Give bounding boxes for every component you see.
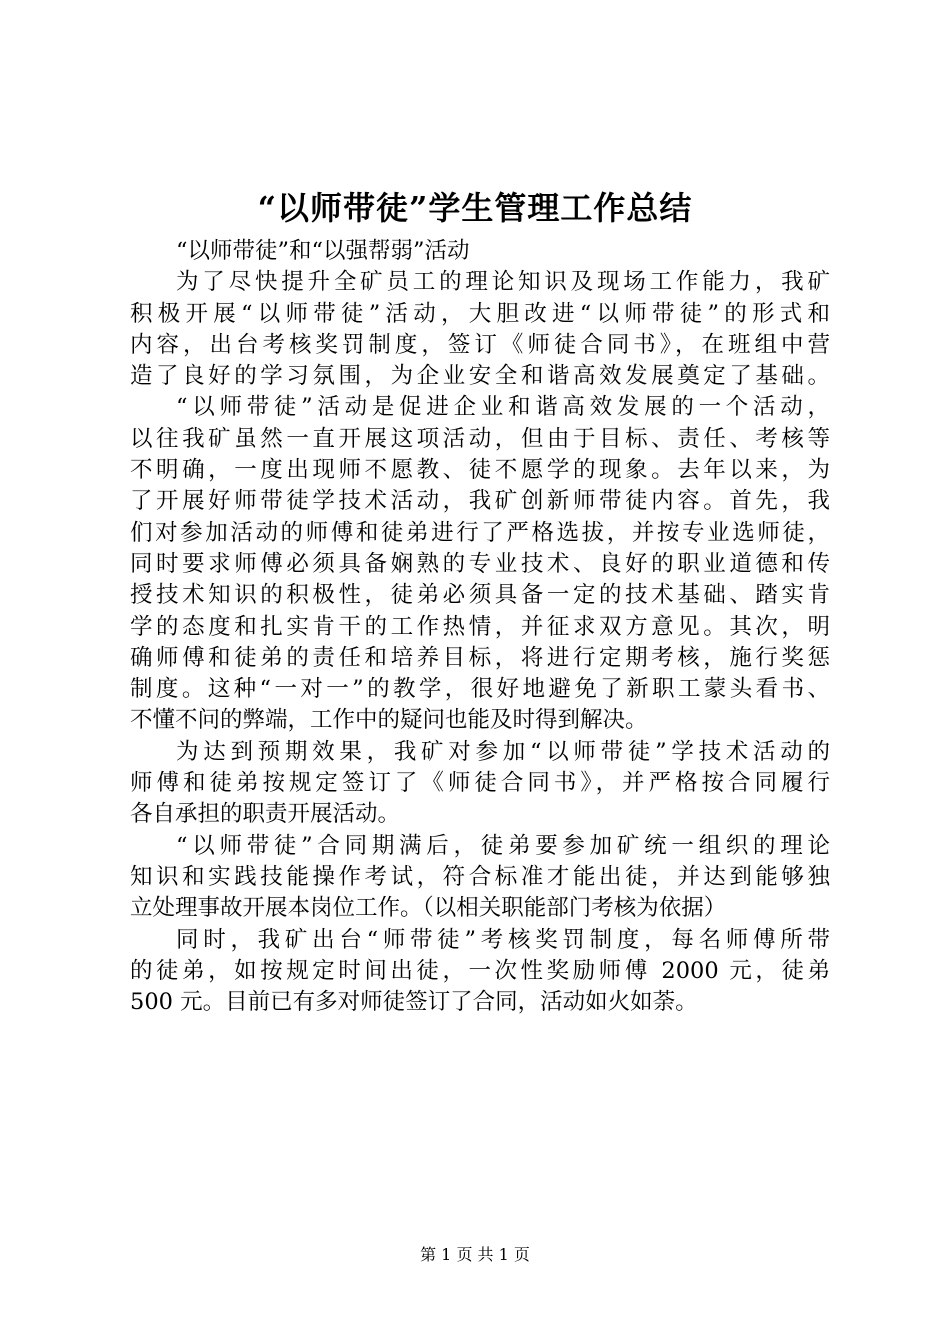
paragraph-line: 知识和实践技能操作考试，符合标准才能出徒，并达到能够独 (130, 863, 830, 890)
paragraph-line: 了开展好师带徒学技术活动，我矿创新师带徒内容。首先，我 (130, 488, 830, 515)
paragraph-line: 为了尽快提升全矿员工的理论知识及现场工作能力，我矿 (176, 269, 830, 296)
page-footer: 第 1 页 共 1 页 (420, 1245, 530, 1264)
paragraph-line: 制度。这种“一对一”的教学，很好地避免了新职工蒙头看书、 (130, 676, 830, 703)
paragraph-line: 各自承担的职责开展活动。 (130, 801, 401, 828)
paragraph-line: 500 元。目前已有多对师徒签订了合同，活动如火如荼。 (130, 989, 698, 1016)
paragraph-line: 的徒弟，如按规定时间出徒，一次性奖励师傅 2000 元，徒弟 (130, 957, 830, 984)
paragraph-line: “以师带徒”活动是促进企业和谐高效发展的一个活动， (176, 394, 830, 421)
paragraph-line: 学的态度和扎实肯干的工作热情，并征求双方意见。其次，明 (130, 613, 830, 640)
document-body (130, 236, 830, 1018)
subheading: “以师带徒”和“以强帮弱”活动 (176, 238, 470, 264)
paragraph-line: 不明确，一度出现师不愿教、徒不愿学的现象。去年以来，为 (130, 457, 830, 484)
paragraph-line: 积极开展“以师带徒”活动，大胆改进“以师带徒”的形式和 (130, 300, 830, 327)
paragraph-line: 以往我矿虽然一直开展这项活动，但由于目标、责任、考核等 (130, 425, 830, 452)
paragraph-line: 为达到预期效果，我矿对参加“以师带徒”学技术活动的 (176, 738, 830, 765)
paragraph-line: 不懂不问的弊端，工作中的疑问也能及时得到解决。 (130, 707, 648, 734)
document-title: “以师带徒”学生管理工作总结 (257, 189, 693, 227)
paragraph-line: “以师带徒”合同期满后，徒弟要参加矿统一组织的理论 (176, 832, 830, 859)
paragraph-line: 立处理事故开展本岗位工作。（以相关职能部门考核为依据） (130, 895, 727, 922)
paragraph-line: 同时要求师傅必须具备娴熟的专业技术、良好的职业道德和传 (130, 550, 830, 577)
paragraph-line: 内容，出台考核奖罚制度，签订《师徒合同书》，在班组中营 (130, 331, 830, 358)
paragraph-line: 造了良好的学习氛围，为企业安全和谐高效发展奠定了基础。 (130, 363, 830, 390)
paragraph-line: 师傅和徒弟按规定签订了《师徒合同书》，并严格按合同履行 (130, 770, 830, 797)
paragraph-line: 们对参加活动的师傅和徒弟进行了严格选拔，并按专业选师徒， (130, 519, 830, 546)
paragraph-line: 同时，我矿出台“师带徒”考核奖罚制度，每名师傅所带 (176, 926, 830, 953)
paragraph-line: 确师傅和徒弟的责任和培养目标，将进行定期考核，施行奖惩 (130, 644, 830, 671)
paragraph-line: 授技术知识的积极性，徒弟必须具备一定的技术基础、踏实肯 (130, 582, 830, 609)
